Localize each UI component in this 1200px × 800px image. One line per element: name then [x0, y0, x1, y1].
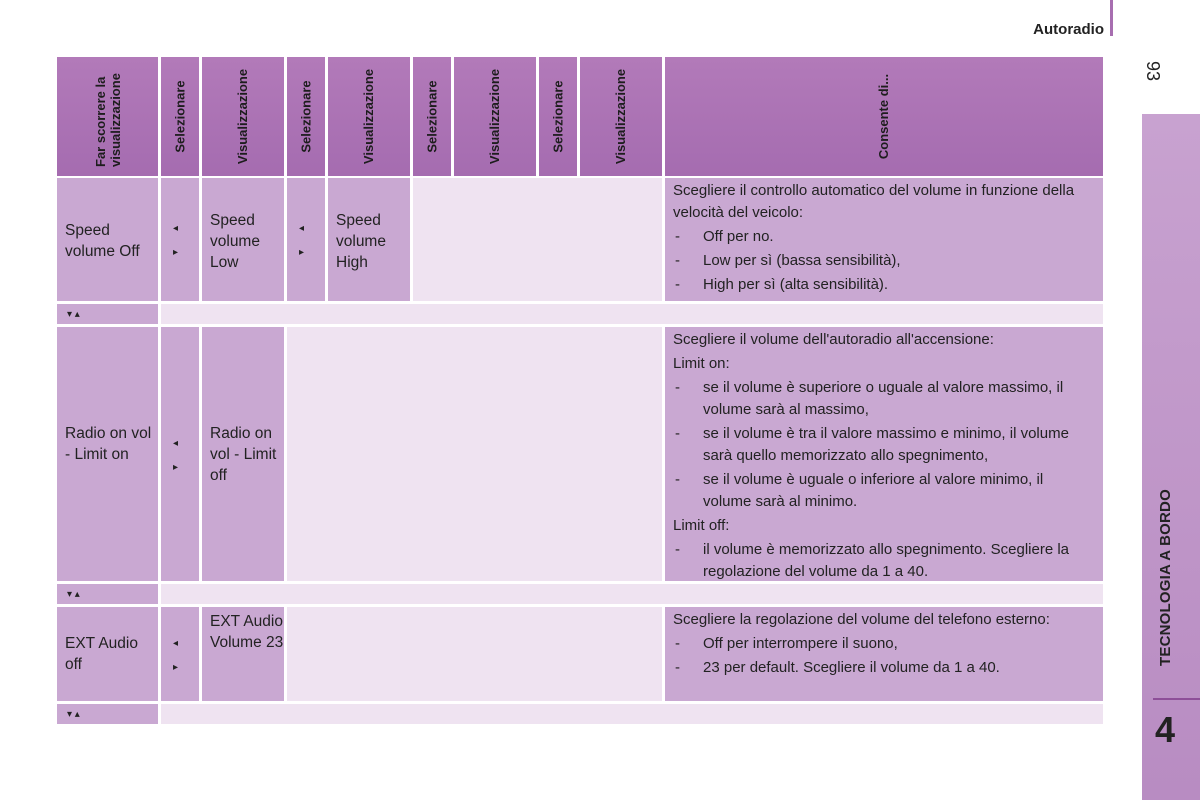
chapter-label	[1142, 470, 1188, 685]
header-select-3: Selezionare	[413, 57, 451, 176]
header-view-1: Visualizzazione	[202, 57, 284, 176]
description-item: - High per sì (alta sensibilità).	[673, 274, 1095, 296]
row3-description	[665, 607, 1103, 701]
chapter-label-text: TECNOLOGIA A BORDO	[1156, 489, 1174, 666]
description-item: - Off per no.	[673, 226, 1095, 248]
description-item: - il volume è memorizzato allo spegnimento. Scegliere la regolazione del volume da 1 a 40.	[673, 539, 1095, 583]
row1-select-1[interactable]	[161, 178, 199, 301]
arrow-right-icon: ▸	[173, 662, 179, 673]
row3-second-option: EXT Audio Volume 23	[202, 607, 284, 701]
header-scroll-text: Far scorrere la visualizzazione	[92, 72, 123, 167]
description-item: - se il volume è superiore o uguale al valore massimo, il volume sarà al massimo,	[673, 377, 1095, 421]
row1-select-2[interactable]	[287, 178, 325, 301]
description-intro: Scegliere il controllo automatico del volume in funzione della velocità del veicolo:	[673, 182, 1075, 221]
description-subheading: Limit on:	[673, 355, 730, 372]
scroll-arrows-3[interactable]	[57, 704, 158, 724]
arrow-down-up-icon: ▾ ▴	[67, 309, 80, 320]
row3-select-1[interactable]	[161, 607, 199, 701]
scroll-row-spacer	[161, 704, 1103, 724]
header-view-4: Visualizzazione	[580, 57, 662, 176]
row2-select-1[interactable]	[161, 327, 199, 581]
description-item: - Off per interrompere il suono,	[673, 633, 1095, 655]
description-item: - se il volume è uguale o inferiore al valore minimo, il volume sarà al minimo.	[673, 469, 1095, 513]
description-intro: Scegliere il volume dell'autoradio all'accensione:	[673, 331, 994, 348]
arrow-left-icon: ◂	[299, 223, 305, 234]
row2-first-option: Radio on vol - Limit on	[57, 327, 158, 581]
arrow-right-icon: ▸	[173, 247, 179, 258]
row3-empty	[287, 607, 662, 701]
arrow-down-up-icon: ▾ ▴	[67, 709, 80, 720]
chapter-number: 4	[1154, 709, 1176, 750]
description-item: - se il volume è tra il valore massimo e minimo, il volume sarà quello memorizzato allo spegnimento,	[673, 423, 1095, 467]
description-subheading: Limit off:	[673, 517, 730, 534]
description-item: - Low per sì (bassa sensibilità),	[673, 250, 1095, 272]
arrow-right-icon: ▸	[173, 462, 179, 473]
row2-description	[665, 327, 1103, 581]
row2-second-option: Radio on vol - Limit off	[202, 327, 284, 581]
row1-empty	[413, 178, 662, 301]
row3-first-option: EXT Audio off	[57, 607, 158, 701]
scroll-row-spacer	[161, 304, 1103, 324]
row1-description	[665, 178, 1103, 301]
row1-second-option: Speed volume Low	[202, 178, 284, 301]
description-item: - 23 per default. Scegliere il volume da 1 a 40.	[673, 657, 1095, 679]
header-select-4: Selezionare	[539, 57, 577, 176]
arrow-down-up-icon: ▾ ▴	[67, 589, 80, 600]
description-intro: Scegliere la regolazione del volume del telefono esterno:	[673, 611, 1050, 628]
arrow-left-icon: ◂	[173, 223, 179, 234]
page-number: 93	[1143, 60, 1163, 82]
section-title: Autoradio	[1033, 21, 1104, 38]
header-view-2: Visualizzazione	[328, 57, 410, 176]
header-accent-bar	[1110, 0, 1113, 36]
scroll-arrows-1[interactable]	[57, 304, 158, 324]
row1-third-option: Speed volume High	[328, 178, 410, 301]
arrow-right-icon: ▸	[299, 247, 305, 258]
arrow-left-icon: ◂	[173, 438, 179, 449]
header-allows: Consente di...	[665, 57, 1103, 176]
header-select-2: Selezionare	[287, 57, 325, 176]
header-view-3: Visualizzazione	[454, 57, 536, 176]
row2-empty	[287, 327, 662, 581]
header-scroll	[57, 57, 158, 176]
scroll-arrows-2[interactable]	[57, 584, 158, 604]
arrow-left-icon: ◂	[173, 638, 179, 649]
row1-first-option: Speed volume Off	[57, 178, 158, 301]
scroll-row-spacer	[161, 584, 1103, 604]
header-select-1: Selezionare	[161, 57, 199, 176]
